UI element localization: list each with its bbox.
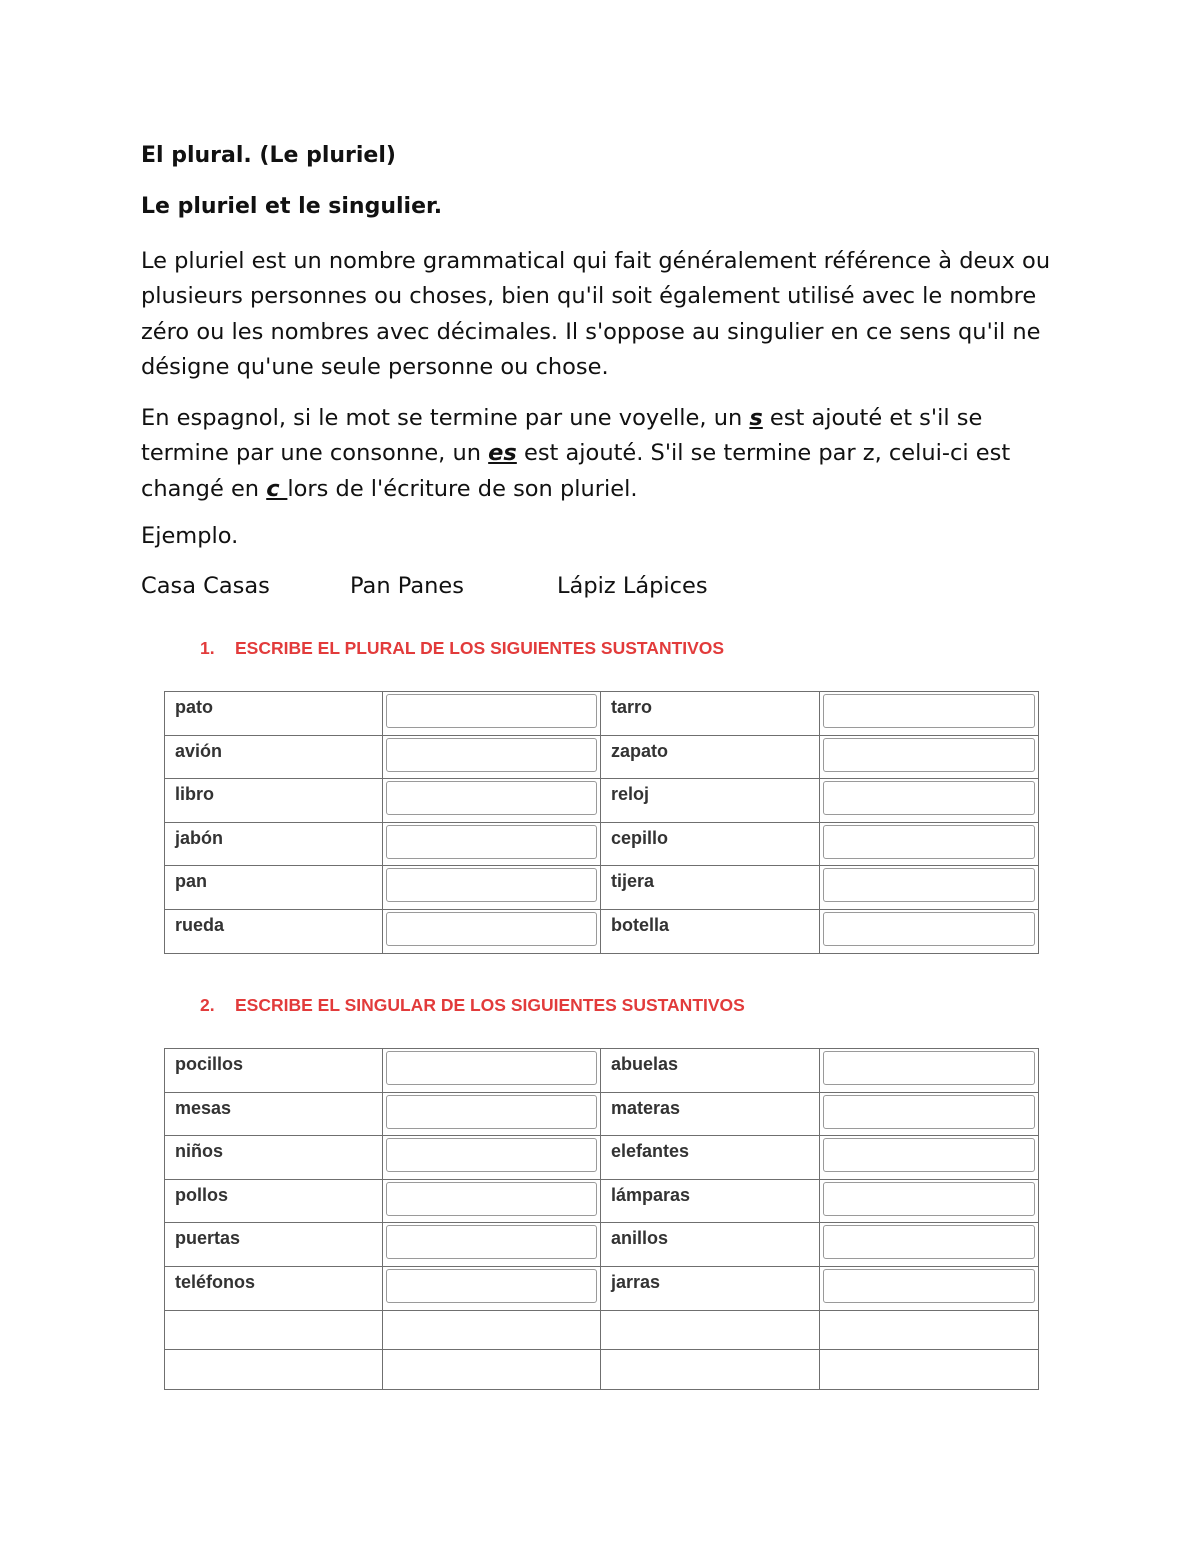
word-cell: jabón [165,822,383,866]
word-cell: pan [165,866,383,910]
empty-cell [165,1350,383,1390]
word-cell: puertas [165,1223,383,1267]
empty-cell [820,1350,1039,1390]
word-cell: abuelas [601,1049,820,1093]
empty-cell [601,1310,820,1350]
answer-field[interactable] [823,1095,1035,1129]
answer-field[interactable] [386,912,597,946]
table-row [165,1266,1039,1310]
exercise1-heading-text: ESCRIBE EL PLURAL DE LOS SIGUIENTES SUSTANTIVOS [235,638,725,658]
word-cell: elefantes [601,1136,820,1180]
word-cell: botella [601,909,820,953]
answer-field[interactable] [823,1051,1035,1085]
rule-mark-s: s [749,405,763,431]
table-row [165,1092,1039,1136]
rule-text-4: lors de l'écriture de son pluriel. [287,475,638,502]
word-cell: lámparas [601,1179,820,1223]
answer-field[interactable] [386,1225,597,1259]
table-row [165,735,1039,779]
word-cell: rueda [165,909,383,953]
answer-field[interactable] [386,1051,597,1085]
word-cell: libro [165,779,383,823]
table-row [165,692,1039,736]
example-casa: Casa Casas [141,573,270,599]
table-row [165,779,1039,823]
answer-field[interactable] [386,1269,597,1303]
rule-paragraph [141,401,1071,507]
empty-cell [383,1350,601,1390]
table-row [165,866,1039,910]
word-cell: mesas [165,1092,383,1136]
exercise1-number: 1. [200,638,215,658]
rule-text-2: est ajouté et s'il se termine par une consonne, un [141,405,983,467]
table-row [165,1223,1039,1267]
rule-mark-c: c [266,475,288,502]
answer-field[interactable] [823,1182,1035,1216]
word-cell: reloj [601,779,820,823]
answer-field[interactable] [386,1095,597,1129]
answer-field[interactable] [823,825,1035,859]
word-cell: pato [165,692,383,736]
exercise2-table [164,1048,1039,1390]
table-row-empty [165,1310,1039,1350]
word-cell: teléfonos [165,1266,383,1310]
exercise2-heading [200,995,745,1016]
answer-field[interactable] [823,1269,1035,1303]
word-cell: tarro [601,692,820,736]
word-cell: pollos [165,1179,383,1223]
answer-field[interactable] [823,738,1035,772]
empty-cell [383,1310,601,1350]
word-cell: jarras [601,1266,820,1310]
word-cell: cepillo [601,822,820,866]
exercise1-table [164,691,1039,954]
empty-cell [601,1350,820,1390]
table-row [165,909,1039,953]
answer-field[interactable] [823,1225,1035,1259]
word-cell: tijera [601,866,820,910]
example-label: Ejemplo. [141,523,239,549]
table-row [165,822,1039,866]
answer-field[interactable] [823,694,1035,728]
page-title: El plural. (Le pluriel) [141,143,396,168]
word-cell: niños [165,1136,383,1180]
answer-field[interactable] [823,1138,1035,1172]
answer-field[interactable] [823,912,1035,946]
table-row [165,1179,1039,1223]
answer-field[interactable] [386,1138,597,1172]
word-cell: avión [165,735,383,779]
example-lapiz: Lápiz Lápices [557,573,708,599]
table-row [165,1136,1039,1180]
answer-field[interactable] [386,738,597,772]
word-cell: anillos [601,1223,820,1267]
rule-text-3: est ajouté. S'il se termine par z, celui-ci est changé en [141,440,1011,502]
word-cell: zapato [601,735,820,779]
rule-text-1: En espagnol, si le mot se termine par une voyelle, un [141,405,750,431]
page-subtitle: Le pluriel et le singulier. [141,194,443,219]
rule-mark-es: es [488,440,517,467]
answer-field[interactable] [386,825,597,859]
answer-field[interactable] [823,781,1035,815]
word-cell: pocillos [165,1049,383,1093]
exercise1-heading [200,638,724,659]
answer-field[interactable] [386,781,597,815]
exercise2-heading-text: ESCRIBE EL SINGULAR DE LOS SIGUIENTES SUSTANTIVOS [235,995,745,1015]
example-pan: Pan Panes [350,573,464,599]
exercise2-number: 2. [200,995,215,1015]
answer-field[interactable] [823,868,1035,902]
answer-field[interactable] [386,694,597,728]
table-row-empty [165,1350,1039,1390]
empty-cell [165,1310,383,1350]
word-cell: materas [601,1092,820,1136]
empty-cell [820,1310,1039,1350]
intro-paragraph: Le pluriel est un nombre grammatical qui fait généralement référence à deux ou plusieurs personnes ou choses, bien qu'il soit également utilisé avec le nombre zéro ou les nombres avec décimales. Il s'oppose au singulier en ce sens qu'il ne désigne qu'une seule personne ou chose. [141,248,1051,380]
table-row [165,1049,1039,1093]
answer-field[interactable] [386,1182,597,1216]
answer-field[interactable] [386,868,597,902]
